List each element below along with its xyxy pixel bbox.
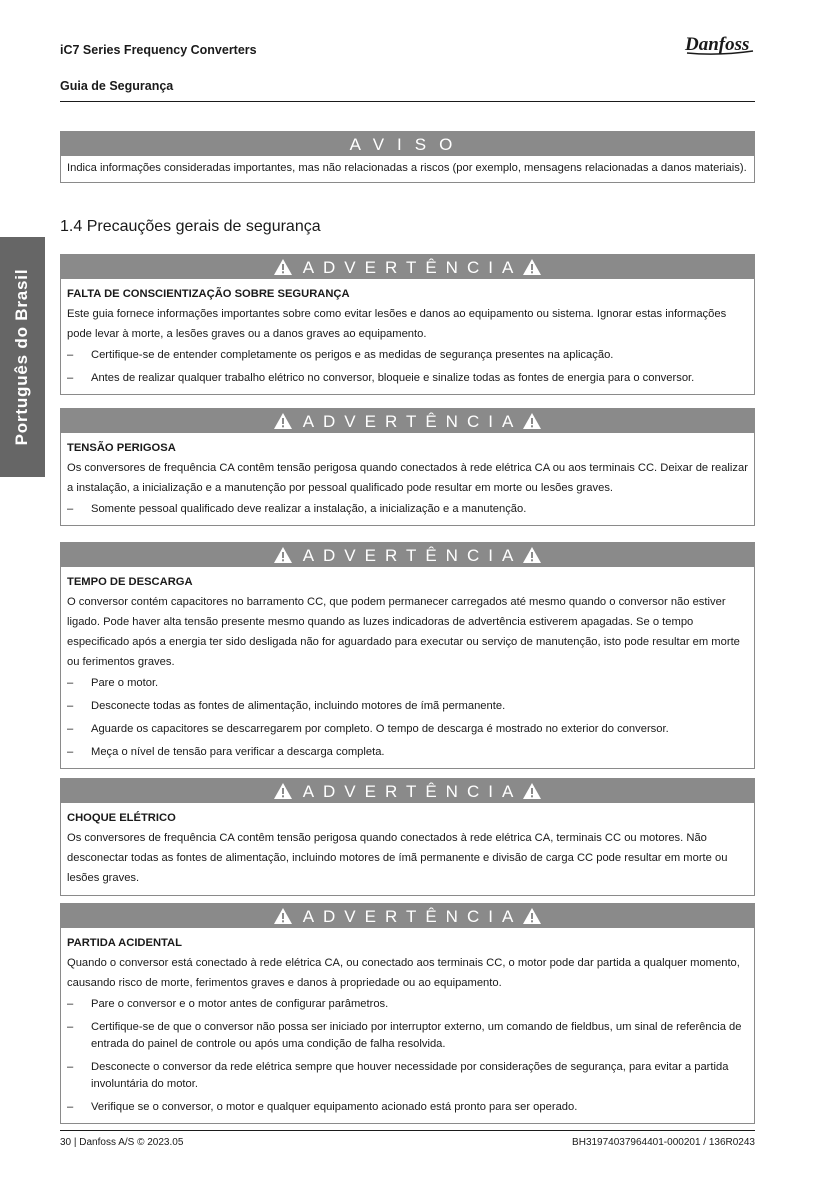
warning-triangle-icon	[273, 782, 293, 800]
warning-bullet-item: – Certifique-se de que o conversor não possa ser iniciado por interruptor externo, um comando de fieldbus, um sinal de referência de entrada do painel de controle ou após uma condição de falha resolvida.	[67, 1019, 748, 1053]
warning-bullet-item: – Aguarde os capacitores se descarregarem por completo. O tempo de descarga é mostrado no exterior do conversor.	[67, 721, 748, 738]
warning-bullet-item: – Somente pessoal qualificado deve realizar a instalação, a inicialização e a manutenção.	[67, 501, 748, 518]
logo-text: Danfoss	[685, 34, 750, 55]
notice-heading: AVISO	[61, 132, 754, 156]
warning-box	[60, 903, 755, 1124]
language-side-tab-label: Português do Brasil	[12, 268, 31, 446]
warning-title: FALTA DE CONSCIENTIZAÇÃO SOBRE SEGURANÇA	[67, 288, 350, 300]
warning-text: O conversor contém capacitores no barramento CC, que podem permanecer carregados até mesmo quando o conversor não estiver ligado. Pode haver alta tensão presente mesmo quando as luzes indicadoras de advertência estiverem apagadas. Se o tempo especificado após a energia ter sido desligada não for aguardado para executar ou serviço de manutenção, isto pode resultar em morte ou ferimentos graves.	[67, 596, 740, 668]
footer-doc-number: BH319740379644​01-000201 / 136R0243	[572, 1137, 755, 1148]
warning-heading: ADVERTÊNCIA	[302, 411, 523, 431]
warning-bullet-list	[67, 675, 748, 761]
warning-bullet-item: – Pare o conversor e o motor antes de configurar parâmetros.	[67, 996, 748, 1013]
document-subtitle: Guia de Segurança	[60, 79, 174, 93]
warning-heading-bar	[61, 904, 754, 928]
warning-triangle-icon	[273, 258, 293, 276]
warning-triangle-icon	[522, 412, 542, 430]
notice-box	[60, 131, 755, 183]
footer-divider	[60, 1130, 755, 1131]
warning-heading-bar	[61, 779, 754, 803]
warning-heading: ADVERTÊNCIA	[302, 257, 523, 277]
warning-bullet-list	[67, 501, 748, 518]
warning-triangle-icon	[522, 907, 542, 925]
footer-page-info: 30 | Danfoss A/S © 2023.05	[60, 1137, 184, 1148]
warning-heading: ADVERTÊNCIA	[302, 545, 523, 565]
warning-triangle-icon	[522, 546, 542, 564]
warning-box	[60, 542, 755, 769]
danfoss-logo	[683, 30, 757, 60]
warning-bullet-item: – Verifique se o conversor, o motor e qualquer equipamento acionado está pronto para ser operado.	[67, 1099, 748, 1116]
warning-bullet-item: – Certifique-se de entender completamente os perigos e as medidas de segurança presentes na aplicação.	[67, 347, 748, 364]
warning-text: Os conversores de frequência CA contêm tensão perigosa quando conectados à rede elétrica CA, terminais CC ou motores. Não desconectar todas as fontes de alimentação, incluindo motores de ímã permanente e divisão de carga CC pode resultar em morte ou lesões graves.	[67, 832, 728, 884]
warning-title: PARTIDA ACIDENTAL	[67, 937, 182, 949]
warning-text: Este guia fornece informações importantes sobre como evitar lesões e danos ao equipamento ou sistema. Ignorar estas informações pode levar à morte, a lesões graves ou a danos graves ao equipamento.	[67, 308, 727, 340]
warning-bullet-item: – Desconecte o conversor da rede elétrica sempre que houver necessidade por considerações de segurança, para evitar a partida involuntária do motor.	[67, 1059, 748, 1093]
warning-triangle-icon	[273, 412, 293, 430]
warning-title: TENSÃO PERIGOSA	[67, 442, 176, 454]
header-divider	[60, 101, 755, 102]
warning-heading: ADVERTÊNCIA	[302, 906, 523, 926]
warning-box	[60, 254, 755, 395]
warning-bullet-item: – Meça o nível de tensão para verificar a descarga completa.	[67, 744, 748, 761]
warning-title: CHOQUE ELÉTRICO	[67, 812, 176, 824]
warning-heading-bar	[61, 409, 754, 433]
warning-bullet-item: – Desconecte todas as fontes de alimentação, incluindo motores de ímã permanente.	[67, 698, 748, 715]
warning-triangle-icon	[522, 258, 542, 276]
notice-text: Indica informações consideradas importantes, mas não relacionadas a riscos (por exemplo, mensagens relacionadas a danos materiais).	[67, 162, 747, 174]
document-title: iC7 Series Frequency Converters	[60, 43, 257, 57]
warning-box	[60, 778, 755, 896]
warning-title: TEMPO DE DESCARGA	[67, 576, 193, 588]
warning-bullet-item: – Pare o motor.	[67, 675, 748, 692]
warning-heading: ADVERTÊNCIA	[302, 781, 523, 801]
warning-triangle-icon	[522, 782, 542, 800]
warning-bullet-list	[67, 996, 748, 1116]
warning-heading-bar	[61, 255, 754, 279]
warning-text: Quando o conversor está conectado à rede elétrica CA, ou conectado aos terminais CC, o motor pode dar partida a qualquer momento, causando risco de morte, ferimentos graves e danos à propriedade ou ao equipamento.	[67, 957, 740, 989]
warning-heading-bar	[61, 543, 754, 567]
warning-triangle-icon	[273, 907, 293, 925]
warning-text: Os conversores de frequência CA contêm tensão perigosa quando conectados à rede elétrica CA ou aos terminais CC. Deixar de realizar a instalação, a inicialização e a manutenção por pessoal qualificado pode resultar em morte ou lesões graves.	[67, 462, 748, 494]
section-heading: 1.4 Precauções gerais de segurança	[60, 218, 321, 235]
warning-box	[60, 408, 755, 526]
warning-bullet-list	[67, 347, 748, 387]
warning-triangle-icon	[273, 546, 293, 564]
warning-bullet-item: – Antes de realizar qualquer trabalho elétrico no conversor, bloqueie e sinalize todas as fontes de energia para o conversor.	[67, 370, 748, 387]
